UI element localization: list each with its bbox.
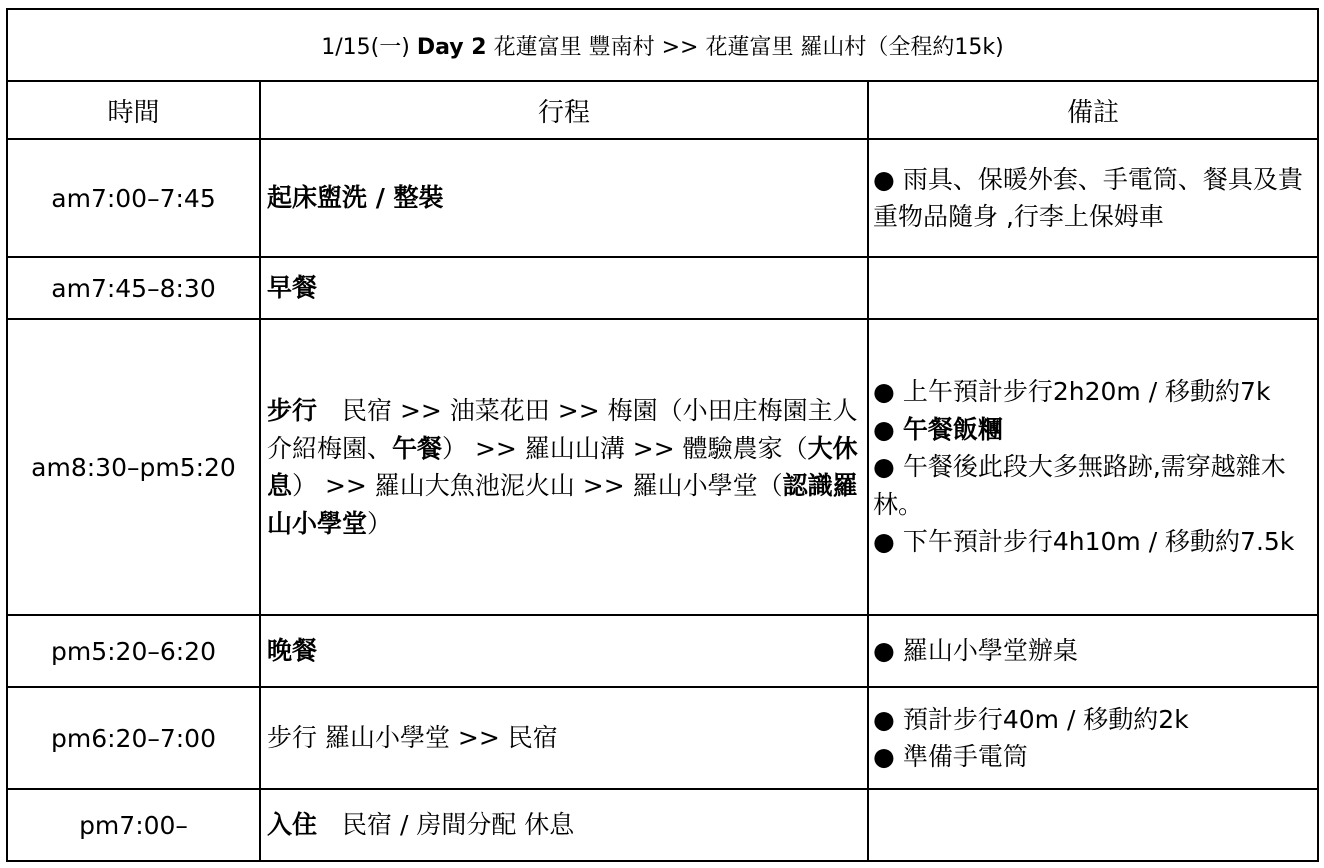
note-text: 羅山小學堂辦桌 bbox=[902, 636, 1078, 666]
note-item bbox=[873, 701, 1313, 739]
activity-bold: 入住 bbox=[267, 810, 318, 840]
note-text: 上午預計步行2h20m / 移動約7k bbox=[902, 377, 1271, 407]
title-date: 1/15(一) bbox=[321, 34, 410, 60]
header-time: 時間 bbox=[7, 81, 260, 139]
activity-bold: 午餐 bbox=[392, 433, 443, 463]
activity-text: ） >> 羅山大魚池泥火山 >> 羅山小學堂（ bbox=[292, 471, 783, 500]
row-activity bbox=[260, 687, 868, 789]
note-text: 準備手電筒 bbox=[902, 742, 1028, 771]
row-time: am7:45–8:30 bbox=[7, 257, 260, 319]
title-route: 花蓮富里 豐南村 >> 花蓮富里 羅山村（全程約15k) bbox=[493, 34, 1004, 60]
bullet-icon: ● bbox=[873, 742, 895, 771]
row-notes bbox=[868, 789, 1318, 861]
note-item bbox=[873, 523, 1313, 561]
row-notes bbox=[868, 687, 1318, 789]
itinerary-table bbox=[6, 8, 1319, 862]
table-row bbox=[7, 139, 1318, 257]
activity-bold: 步行 bbox=[267, 396, 318, 425]
note-item bbox=[873, 738, 1313, 776]
table-row bbox=[7, 319, 1318, 615]
activity-bold: 認識羅山小學堂 bbox=[267, 471, 858, 538]
table-row bbox=[7, 615, 1318, 687]
bullet-icon: ● bbox=[873, 377, 895, 407]
row-activity bbox=[260, 139, 868, 257]
row-notes bbox=[868, 319, 1318, 615]
note-text: 午餐飯糰 bbox=[902, 414, 1003, 444]
bullet-icon: ● bbox=[873, 452, 895, 482]
activity-bold: 大休息 bbox=[267, 433, 858, 500]
row-notes bbox=[868, 615, 1318, 687]
header-row bbox=[7, 81, 1318, 139]
activity-bold: 起床盥洗 / 整裝 bbox=[267, 183, 444, 213]
note-text: 午餐後此段大多無路跡,需穿越雜木林。 bbox=[873, 452, 1286, 519]
row-activity bbox=[260, 615, 868, 687]
row-activity bbox=[260, 789, 868, 861]
header-schedule: 行程 bbox=[260, 81, 868, 139]
note-text: 預計步行40m / 移動約2k bbox=[902, 704, 1189, 734]
bullet-icon: ● bbox=[873, 164, 895, 194]
title-cell bbox=[7, 9, 1318, 81]
activity-text: ） bbox=[367, 508, 393, 538]
bullet-icon: ● bbox=[873, 704, 895, 734]
row-time: pm5:20–6:20 bbox=[7, 615, 260, 687]
row-activity bbox=[260, 319, 868, 615]
bullet-icon: ● bbox=[873, 414, 895, 444]
row-time: am7:00–7:45 bbox=[7, 139, 260, 257]
note-text: 雨具、保暖外套、手電筒、餐具及貴重物品隨身 ,行李上保姆車 bbox=[873, 164, 1303, 231]
row-time: am8:30–pm5:20 bbox=[7, 319, 260, 615]
note-text: 下午預計步行4h10m / 移動約7.5k bbox=[902, 527, 1295, 557]
title-row bbox=[7, 9, 1318, 81]
header-notes: 備註 bbox=[868, 81, 1318, 139]
activity-text: 步行 羅山小學堂 >> 民宿 bbox=[267, 723, 558, 753]
bullet-icon: ● bbox=[873, 636, 895, 666]
activity-text: ） >> 羅山山溝 >> 體驗農家（ bbox=[442, 433, 808, 463]
table-row bbox=[7, 687, 1318, 789]
activity-text: 民宿 >> 油菜花田 >> 梅園（小田庄梅園主人介紹梅園、 bbox=[267, 396, 858, 463]
row-notes bbox=[868, 139, 1318, 257]
row-time: pm7:00– bbox=[7, 789, 260, 861]
row-time: pm6:20–7:00 bbox=[7, 687, 260, 789]
table-row bbox=[7, 789, 1318, 861]
row-notes bbox=[868, 257, 1318, 319]
note-item bbox=[873, 373, 1313, 411]
bullet-icon: ● bbox=[873, 527, 895, 557]
activity-bold: 晚餐 bbox=[267, 636, 318, 666]
activity-text: 民宿 / 房間分配 休息 bbox=[317, 810, 575, 840]
row-activity bbox=[260, 257, 868, 319]
title-day: Day 2 bbox=[416, 34, 487, 60]
note-item bbox=[873, 161, 1313, 236]
note-item bbox=[873, 411, 1313, 449]
note-item bbox=[873, 632, 1313, 670]
activity-bold: 早餐 bbox=[267, 273, 318, 303]
table-row bbox=[7, 257, 1318, 319]
note-item bbox=[873, 448, 1313, 523]
